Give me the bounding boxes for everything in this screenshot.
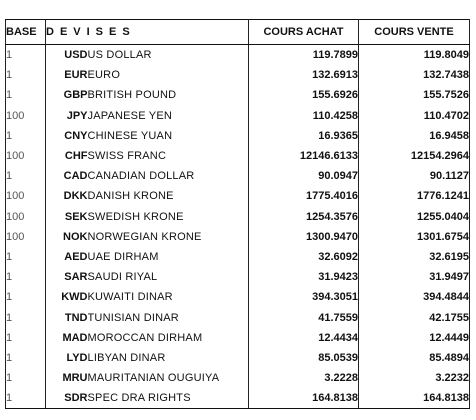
- currency-code: LYD: [46, 348, 88, 368]
- table-row: [6, 247, 470, 267]
- cours-achat-value: 12146.6133: [249, 146, 359, 166]
- base-cell: 100: [6, 227, 46, 247]
- cours-vente-value: 1776.1241: [359, 186, 470, 206]
- cours-vente-value: 394.4844: [359, 287, 470, 307]
- cours-vente-value: 16.9458: [359, 126, 470, 146]
- table-row: [6, 146, 470, 166]
- currency-name: JAPANESE YEN: [88, 106, 249, 126]
- cours-vente-value: 110.4702: [359, 106, 470, 126]
- header-cours-achat: COURS ACHAT: [249, 20, 359, 45]
- currency-code: CAD: [46, 166, 88, 186]
- currency-code: USD: [46, 45, 88, 66]
- currency-code: EUR: [46, 65, 88, 85]
- cours-achat-value: 16.9365: [249, 126, 359, 146]
- header-base: BASE: [6, 20, 46, 45]
- base-cell: 100: [6, 207, 46, 227]
- base-cell: 1: [6, 348, 46, 368]
- currency-code: DKK: [46, 186, 88, 206]
- table-header-row: [6, 20, 470, 45]
- cours-vente-value: 12154.2964: [359, 146, 470, 166]
- cours-achat-value: 164.8138: [249, 388, 359, 409]
- currency-code: SEK: [46, 207, 88, 227]
- cours-vente-value: 42.1755: [359, 307, 470, 327]
- cours-vente-value: 155.7526: [359, 85, 470, 105]
- table-row: [6, 287, 470, 307]
- currency-code: GBP: [46, 85, 88, 105]
- base-cell: 1: [6, 126, 46, 146]
- table-row: [6, 186, 470, 206]
- cours-achat-value: 1254.3576: [249, 207, 359, 227]
- cours-vente-value: 85.4894: [359, 348, 470, 368]
- cours-vente-value: 132.7438: [359, 65, 470, 85]
- cours-vente-value: 164.8138: [359, 388, 470, 409]
- currency-name: NORWEGIAN KRONE: [88, 227, 249, 247]
- currency-code: TND: [46, 307, 88, 327]
- currency-name: SAUDI RIYAL: [88, 267, 249, 287]
- currency-code: CNY: [46, 126, 88, 146]
- base-cell: 1: [6, 247, 46, 267]
- currency-name: BRITISH POUND: [88, 85, 249, 105]
- header-devises: DEVISES: [46, 20, 249, 45]
- cours-achat-value: 394.3051: [249, 287, 359, 307]
- cours-vente-value: 31.9497: [359, 267, 470, 287]
- header-cours-vente: COURS VENTE: [359, 20, 470, 45]
- exchange-rate-table: [5, 19, 470, 409]
- cours-achat-value: 132.6913: [249, 65, 359, 85]
- currency-code: MRU: [46, 368, 88, 388]
- currency-name: US DOLLAR: [88, 45, 249, 66]
- cours-achat-value: 32.6092: [249, 247, 359, 267]
- currency-code: NOK: [46, 227, 88, 247]
- currency-name: KUWAITI DINAR: [88, 287, 249, 307]
- table-row: [6, 328, 470, 348]
- cours-achat-value: 1775.4016: [249, 186, 359, 206]
- cours-achat-value: 85.0539: [249, 348, 359, 368]
- base-cell: 100: [6, 186, 46, 206]
- cours-vente-value: 32.6195: [359, 247, 470, 267]
- table-row: [6, 368, 470, 388]
- base-cell: 1: [6, 328, 46, 348]
- cours-achat-value: 90.0947: [249, 166, 359, 186]
- table-row: [6, 307, 470, 327]
- base-cell: 1: [6, 368, 46, 388]
- base-cell: 100: [6, 146, 46, 166]
- base-cell: 100: [6, 106, 46, 126]
- currency-name: CHINESE YUAN: [88, 126, 249, 146]
- currency-name: EURO: [88, 65, 249, 85]
- table-row: [6, 267, 470, 287]
- base-cell: 1: [6, 388, 46, 409]
- table-row: [6, 227, 470, 247]
- cours-achat-value: 119.7899: [249, 45, 359, 66]
- currency-name: MOROCCAN DIRHAM: [88, 328, 249, 348]
- table-row: [6, 348, 470, 368]
- cours-vente-value: 1301.6754: [359, 227, 470, 247]
- table-row: [6, 126, 470, 146]
- base-cell: 1: [6, 267, 46, 287]
- currency-code: MAD: [46, 328, 88, 348]
- cours-achat-value: 1300.9470: [249, 227, 359, 247]
- cours-vente-value: 119.8049: [359, 45, 470, 66]
- currency-name: TUNISIAN DINAR: [88, 307, 249, 327]
- currency-code: AED: [46, 247, 88, 267]
- table-row: [6, 388, 470, 409]
- currency-name: CANADIAN DOLLAR: [88, 166, 249, 186]
- currency-code: KWD: [46, 287, 88, 307]
- table-row: [6, 106, 470, 126]
- currency-name: SWISS FRANC: [88, 146, 249, 166]
- base-cell: 1: [6, 307, 46, 327]
- table-row: [6, 207, 470, 227]
- base-cell: 1: [6, 166, 46, 186]
- base-cell: 1: [6, 287, 46, 307]
- cours-vente-value: 3.2232: [359, 368, 470, 388]
- currency-name: MAURITANIAN OUGUIYA: [88, 368, 249, 388]
- cours-achat-value: 155.6926: [249, 85, 359, 105]
- currency-code: JPY: [46, 106, 88, 126]
- base-cell: 1: [6, 45, 46, 66]
- currency-name: SPEC DRA RIGHTS: [88, 388, 249, 409]
- cours-achat-value: 12.4434: [249, 328, 359, 348]
- base-cell: 1: [6, 85, 46, 105]
- table-row: [6, 85, 470, 105]
- cours-achat-value: 110.4258: [249, 106, 359, 126]
- cours-achat-value: 41.7559: [249, 307, 359, 327]
- cours-vente-value: 12.4449: [359, 328, 470, 348]
- table-row: [6, 65, 470, 85]
- table-body: [6, 45, 470, 409]
- table-row: [6, 45, 470, 66]
- currency-name: SWEDISH KRONE: [88, 207, 249, 227]
- currency-name: UAE DIRHAM: [88, 247, 249, 267]
- cours-achat-value: 31.9423: [249, 267, 359, 287]
- table-row: [6, 166, 470, 186]
- currency-name: LIBYAN DINAR: [88, 348, 249, 368]
- currency-code: CHF: [46, 146, 88, 166]
- cours-vente-value: 90.1127: [359, 166, 470, 186]
- currency-code: SAR: [46, 267, 88, 287]
- base-cell: 1: [6, 65, 46, 85]
- cours-achat-value: 3.2228: [249, 368, 359, 388]
- cours-vente-value: 1255.0404: [359, 207, 470, 227]
- currency-name: DANISH KRONE: [88, 186, 249, 206]
- currency-code: SDR: [46, 388, 88, 409]
